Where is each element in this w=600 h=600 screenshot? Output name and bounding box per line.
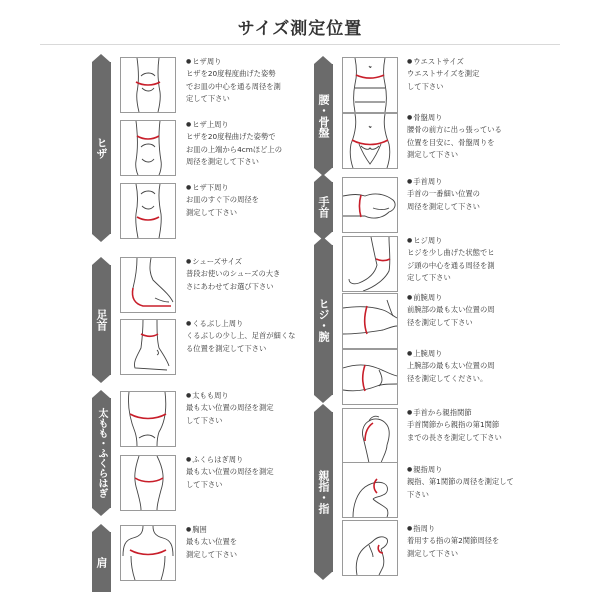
- tab-elbow-label: ヒジ・腕: [317, 298, 330, 342]
- desc-line: ジ頭の中心を通る周径を測: [407, 260, 495, 270]
- desc-line: ウエストサイズを測定: [407, 69, 480, 79]
- thumb-length-heading: ● 手首から親指関節: [407, 407, 502, 419]
- desc-line: 径を測定して下さい: [407, 317, 473, 327]
- desc-line: お皿の上端から4cmほど上の: [186, 144, 283, 154]
- shoe-illustration: [120, 257, 176, 313]
- desc-line: 親指、第1関節の周径を測定して: [407, 477, 514, 487]
- finger-illustration: [342, 520, 398, 576]
- waist-illustration: [342, 57, 398, 113]
- forearm-illustration: [342, 293, 398, 349]
- desc-line: 最も太い位置の周径を測定: [186, 403, 274, 413]
- ankle-heading: ● くるぶし上周り: [186, 318, 295, 330]
- knee-upper-illustration: [120, 120, 176, 176]
- calf-heading: ● ふくらはぎ周り: [186, 454, 274, 466]
- tab-elbow: [314, 245, 333, 395]
- elbow-illustration: [342, 236, 398, 292]
- waist-heading: ● ウエストサイズ: [407, 56, 479, 68]
- desc-line: 最も太い位置の周径を測定: [186, 467, 274, 477]
- desc-line: る位置を測定して下さい: [186, 343, 267, 353]
- calf-illustration: [120, 455, 176, 511]
- desc-line: 腰骨の前方に出っ張っている: [407, 125, 502, 135]
- finger-desc: [407, 523, 499, 560]
- desc-line: 定して下さい: [407, 273, 451, 283]
- shoe-heading: ● シューズサイズ: [186, 256, 280, 268]
- pelvis-heading: ● 骨盤周り: [407, 112, 502, 124]
- desc-line: くるぶしの少し上、足首が細くな: [186, 331, 296, 341]
- desc-line: 前腕部の最も太い位置の周: [407, 305, 495, 315]
- thigh-heading: ● 太もも周り: [186, 390, 274, 402]
- tab-shoulder: [92, 532, 111, 592]
- title-divider: [40, 44, 560, 45]
- thumb-length-illustration: [342, 408, 398, 464]
- desc-line: 周径を測定して下さい: [407, 201, 480, 211]
- chest-heading: ● 胸囲: [186, 524, 237, 536]
- tab-shoulder-label: 肩: [95, 556, 108, 568]
- tab-waist-label: 腰・骨盤: [317, 94, 330, 138]
- forearm-heading: ● 前腕周り: [407, 292, 495, 304]
- ankle-illustration: [120, 319, 176, 375]
- desc-line: 上腕部の最も太い位置の周: [407, 361, 495, 371]
- thigh-desc: [186, 390, 274, 427]
- tab-wrist-label: 手首: [317, 196, 330, 218]
- tab-foot-label: 足首: [95, 309, 108, 331]
- tab-finger: [314, 412, 333, 572]
- desc-line: 周径を測定して下さい: [186, 157, 259, 167]
- desc-line: 普段お使いのシューズの大き: [186, 269, 281, 279]
- tab-waist: [314, 64, 333, 168]
- thumb-desc: [407, 464, 514, 501]
- thumb-illustration: [342, 462, 398, 518]
- waist-desc: [407, 56, 479, 93]
- desc-line: 最も太い位置を: [186, 537, 238, 547]
- page-title: サイズ測定位置: [237, 19, 363, 39]
- desc-line: 着用する指の第2関節周径を: [407, 536, 500, 546]
- desc-line: さにあわせてお選び下さい: [186, 281, 274, 291]
- thumb-length-desc: [407, 407, 502, 444]
- calf-desc: [186, 454, 274, 491]
- desc-line: お皿のすぐ下の周径を: [186, 195, 259, 205]
- desc-line: して下さい: [186, 479, 223, 489]
- finger-heading: ● 指周り: [407, 523, 499, 535]
- desc-line: 測定して下さい: [186, 207, 238, 217]
- ankle-desc: [186, 318, 295, 355]
- desc-line: 下さい: [407, 489, 429, 499]
- desc-line: ヒザを20度程曲げた姿勢で: [186, 132, 276, 142]
- desc-line: 手首の一番細い位置の: [407, 189, 480, 199]
- tab-thigh-label: 太もも・ふくらはぎ: [96, 408, 107, 498]
- tab-knee-label: ヒザ: [95, 137, 108, 159]
- wrist-illustration: [342, 177, 398, 233]
- desc-line: 定して下さい: [186, 94, 230, 104]
- upperarm-desc: [407, 348, 495, 385]
- pelvis-illustration: [342, 113, 398, 169]
- tab-thigh: [92, 398, 111, 508]
- desc-line: 手首関節から親指の第1関節: [407, 420, 500, 430]
- elbow-desc: [407, 235, 495, 285]
- desc-line: 径を測定してください。: [407, 373, 488, 383]
- desc-line: ヒザを20度程度曲げた姿勢: [186, 69, 276, 79]
- upperarm-illustration: [342, 349, 398, 405]
- knee-lower-heading: ● ヒザ下周り: [186, 182, 259, 194]
- desc-line: 測定して下さい: [407, 548, 459, 558]
- knee-around-heading: ● ヒザ周り: [186, 56, 281, 68]
- knee-around-illustration: [120, 57, 176, 113]
- desc-line: して下さい: [407, 81, 444, 91]
- desc-line: ヒジを少し曲げた状態でヒ: [407, 248, 495, 258]
- tab-foot: [92, 265, 111, 375]
- knee-around-desc: [186, 56, 281, 106]
- knee-upper-heading: ● ヒザ上周り: [186, 119, 282, 131]
- shoe-desc: [186, 256, 280, 293]
- forearm-desc: [407, 292, 495, 329]
- knee-lower-desc: [186, 182, 259, 219]
- desc-line: 位置を目安に、骨盤周りを: [407, 137, 495, 147]
- thigh-illustration: [120, 391, 176, 447]
- wrist-heading: ● 手首周り: [407, 176, 480, 188]
- knee-lower-illustration: [120, 183, 176, 239]
- elbow-heading: ● ヒジ周り: [407, 235, 495, 247]
- desc-line: でお皿の中心を通る周径を測: [186, 81, 281, 91]
- wrist-desc: [407, 176, 480, 213]
- thumb-heading: ● 親指周り: [407, 464, 514, 476]
- tab-wrist: [314, 182, 333, 232]
- desc-line: 測定して下さい: [186, 549, 238, 559]
- desc-line: して下さい: [186, 415, 223, 425]
- desc-line: までの長さを測定して下さい: [407, 432, 502, 442]
- pelvis-desc: [407, 112, 502, 162]
- desc-line: 測定して下さい: [407, 150, 459, 160]
- tab-knee: [92, 62, 111, 234]
- upperarm-heading: ● 上腕周り: [407, 348, 495, 360]
- knee-upper-desc: [186, 119, 282, 169]
- tab-finger-label: 親指・指: [317, 470, 330, 514]
- chest-illustration: [120, 525, 176, 581]
- chest-desc: [186, 524, 237, 561]
